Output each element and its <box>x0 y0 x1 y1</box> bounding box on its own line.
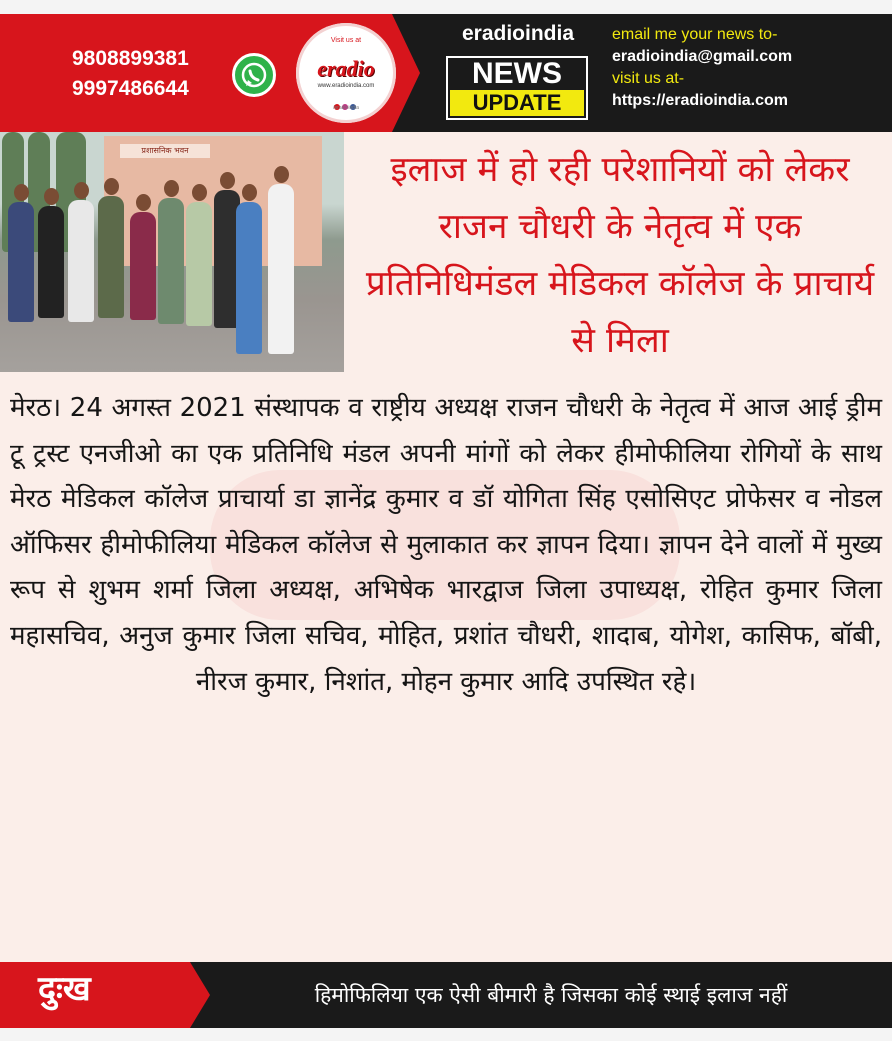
update-label: UPDATE <box>450 90 584 116</box>
logo-visit-text: Visit us at <box>330 37 362 44</box>
logo-handle: /eradioindia <box>333 105 359 111</box>
brand-name: eradioindia <box>461 22 575 45</box>
person <box>68 200 94 322</box>
building-sign: प्रशासनिक भवन <box>120 144 210 158</box>
whatsapp-icon <box>232 53 276 97</box>
news-update-badge <box>446 56 588 120</box>
top-strip <box>0 0 892 14</box>
logo-wordmark: eradio <box>317 56 375 81</box>
person <box>268 184 294 354</box>
footer-label: दुःख <box>38 969 91 1009</box>
website-link[interactable]: https://eradioindia.com <box>612 92 789 109</box>
contact-info <box>612 24 887 112</box>
person <box>186 202 212 326</box>
headline: इलाज में हो रही परेशानियों को लेकर राजन चौधरी के नेतृत्व में एक प्रतिनिधिमंडल मेडिकल कॉलेज के प्राचार्य से मिला <box>365 150 875 361</box>
logo-site-text: www.eradioindia.com <box>317 83 375 89</box>
phone-numbers <box>72 44 232 104</box>
bottom-strip <box>0 1028 892 1041</box>
eradio-logo <box>296 23 396 123</box>
person <box>158 198 184 324</box>
phone-number-2[interactable]: 9997486644 <box>72 77 189 100</box>
person <box>38 206 64 318</box>
news-label: NEWS <box>472 57 562 90</box>
person <box>236 202 262 354</box>
social-icons <box>334 95 358 103</box>
person <box>8 202 34 322</box>
person <box>98 196 124 318</box>
email-prompt: email me your news to- <box>612 26 778 43</box>
visit-prompt: visit us at- <box>612 70 685 87</box>
person <box>130 212 156 320</box>
footer-text: हिमोफिलिया एक ऐसी बीमारी है जिसका कोई स्थाई इलाज नहीं <box>314 983 788 1007</box>
news-photo <box>0 132 344 372</box>
article-body: मेरठ। 24 अगस्त 2021 संस्थापक व राष्ट्रीय अध्यक्ष राजन चौधरी के नेतृत्व में आज आई ड्रीम टू ट्रस्ट एनजीओ का एक प्रतिनिधि मंडल अपनी मांगों को लेकर हीमोफीलिया रोगियों के साथ मेरठ मेडिकल कॉलेज प्राचार्या डा ज्ञानेंद्र कुमार व डॉ योगिता सिंह एसोसिएट प्रोफेसर व नोडल ऑफिसर हीमोफीलिया मेडिकल कॉलेज से मुलाकात कर ज्ञापन दिया। ज्ञापन देने वालों में मुख्य रूप से शुभम शर्मा जिला अध्यक्ष, अभिषेक भारद्वाज जिला उपाध्यक्ष, रोहित कुमार जिला महासचिव, अनुज कुमार जिला सचिव, मोहित, प्रशांत चौधरी, शादाब, योगेश, कासिफ, बॉबी, नीरज कुमार, निशांत, मोहन कुमार आदि उपस्थित रहे। <box>10 393 882 697</box>
email-link[interactable]: eradioindia@gmail.com <box>612 48 793 65</box>
phone-number-1[interactable]: 9808899381 <box>72 47 189 70</box>
